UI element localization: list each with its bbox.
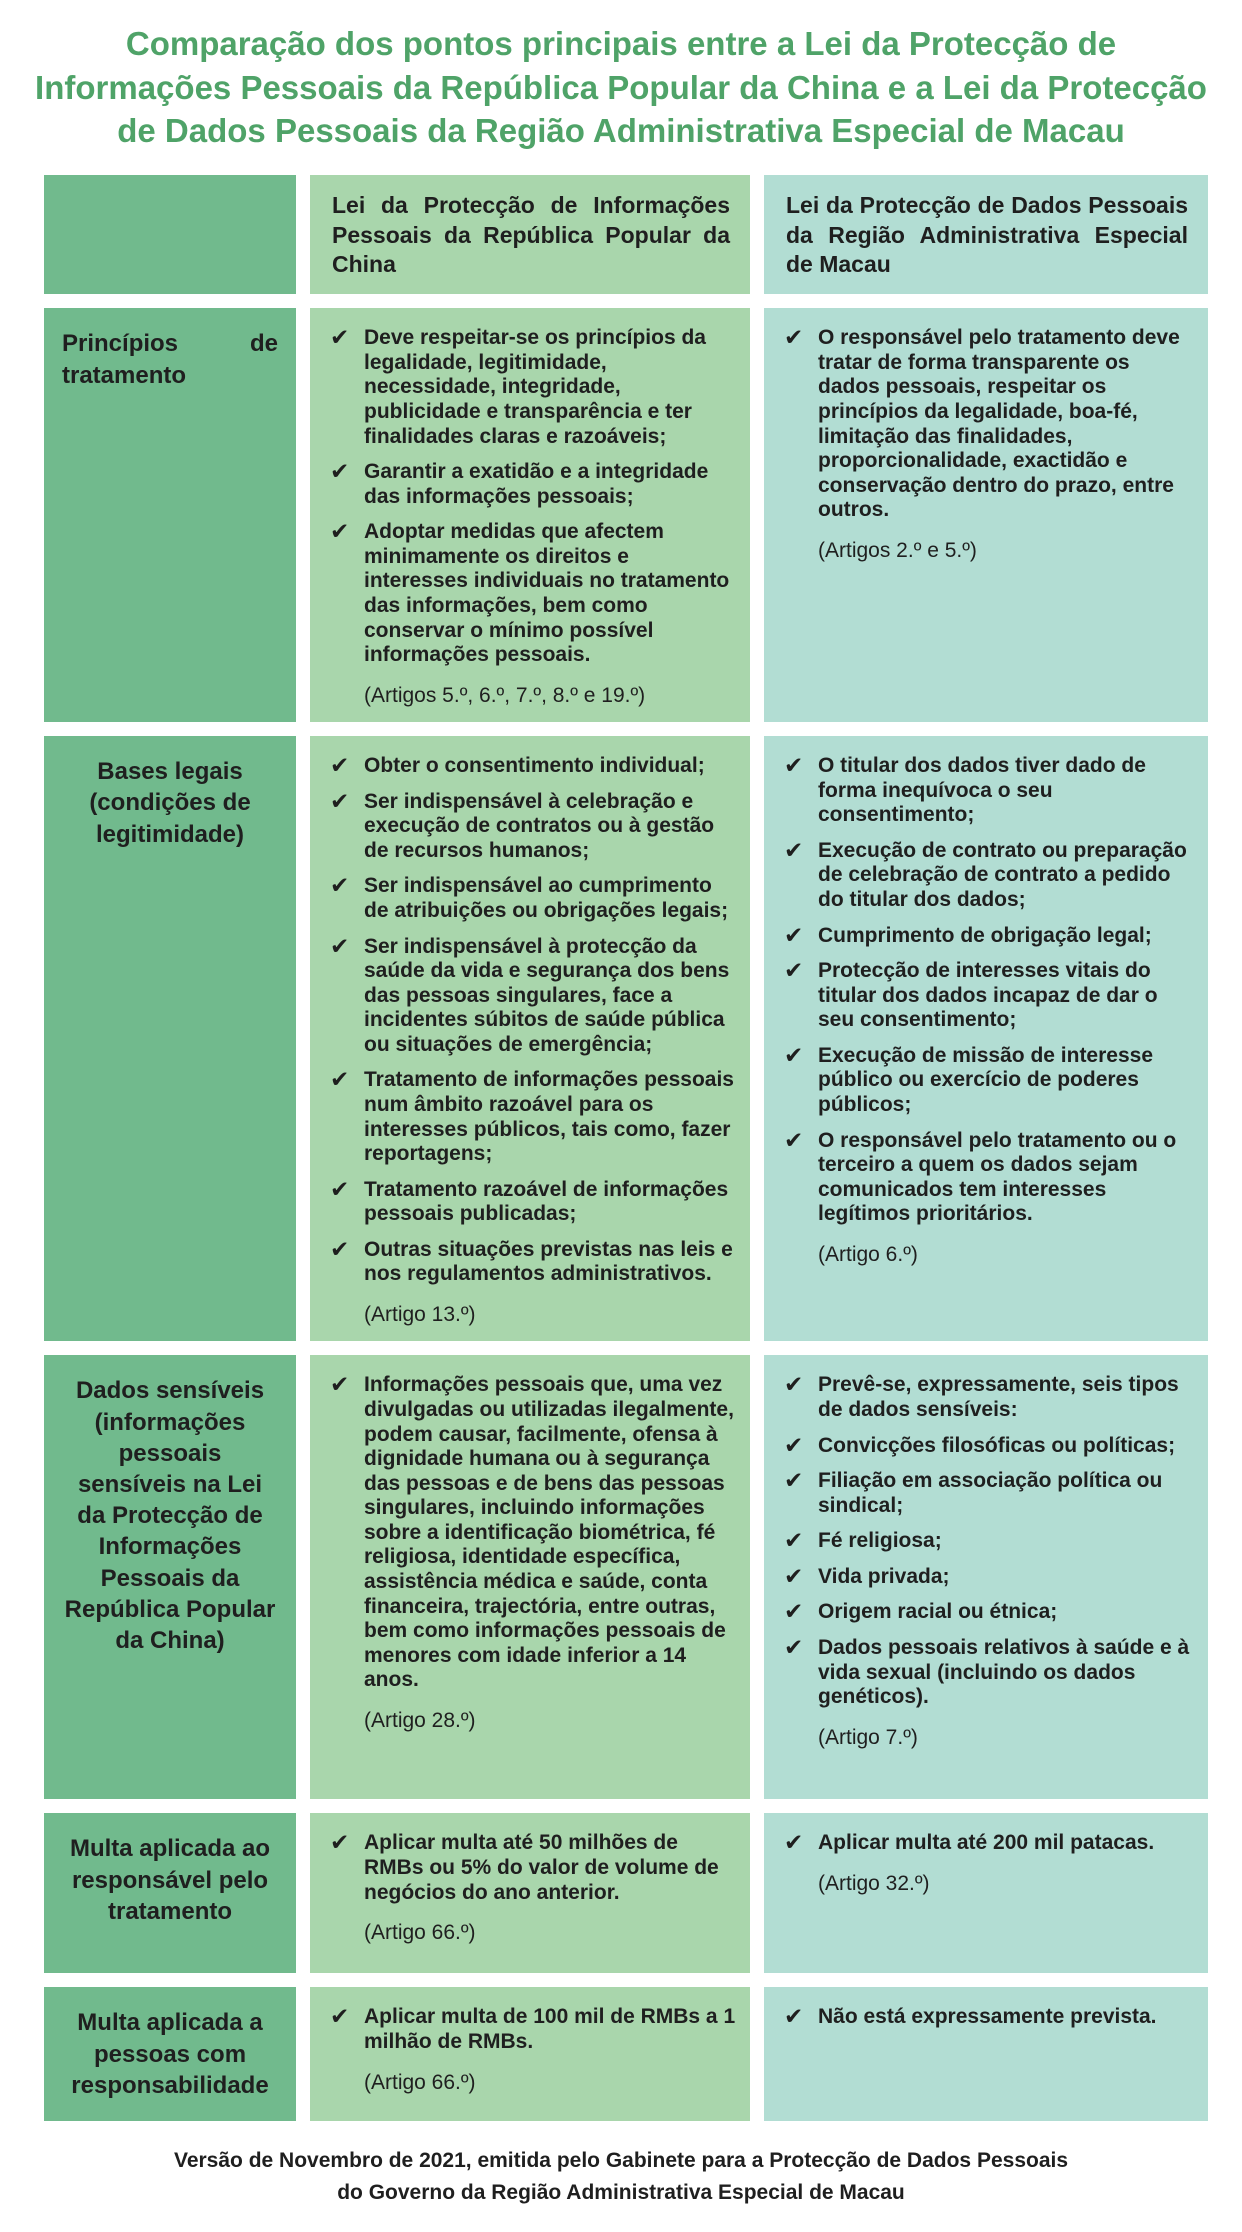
- article-reference: (Artigo 28.º): [364, 1708, 476, 1732]
- list-item-text: Informações pessoais que, uma vez divulgadas ou utilizadas ilegalmente, podem causar, facilmente, ofensa à dignidade humana ou à segurança das pessoas e de bens das pessoas singulares, incluindo informações sobre a identificação biométrica, fé religiosa, identidade específica, assistência médica e saúde, conta financeira, trajectória, entre outras, bem como informações pessoais de menores com idade inferior a 14 anos.: [364, 1373, 734, 1692]
- macau-law-cell: [764, 1813, 1208, 1973]
- article-reference: (Artigos 2.º e 5.º): [818, 538, 977, 562]
- list-item: [330, 787, 736, 864]
- checkmark-icon: ✔: [784, 1371, 804, 1398]
- list-item-text: Tratamento razoável de informações pessoais publicadas;: [364, 1177, 729, 1226]
- list-item-text: O responsável pelo tratamento ou o terceiro a quem os dados sejam comunicados tem interesses legítimos prioritários.: [818, 1128, 1177, 1226]
- row-label: Multa aplicada ao responsável pelo tratamento: [44, 1813, 296, 1973]
- macau-law-cell: [764, 1987, 1208, 2121]
- china-law-cell: [310, 1813, 750, 1973]
- list-item-text: Não está expressamente prevista.: [818, 2005, 1157, 2029]
- footer-line-1: Versão de Novembro de 2021, emitida pelo Gabinete para a Protecção de Dados Pessoais: [173, 2149, 1069, 2173]
- checkmark-icon: ✔: [330, 872, 350, 899]
- list-item: [330, 1175, 736, 1227]
- checkmark-icon: ✔: [784, 2003, 804, 2030]
- list-item: [330, 932, 736, 1058]
- corner-cell: [44, 175, 296, 295]
- china-law-cell: [310, 308, 750, 722]
- checkmark-icon: ✔: [784, 324, 804, 351]
- checkmark-icon: ✔: [784, 1431, 804, 1458]
- macau-law-cell: [764, 1355, 1208, 1799]
- checkmark-icon: ✔: [330, 458, 350, 485]
- checkmark-icon: ✔: [330, 1829, 350, 1856]
- checkmark-icon: ✔: [784, 1829, 804, 1856]
- list-item-text: Convicções filosóficas ou políticas;: [818, 1433, 1176, 1457]
- list-item: [784, 1562, 1194, 1590]
- list-item-text: Filiação em associação política ou sindical;: [818, 1469, 1163, 1517]
- checkmark-icon: ✔: [330, 1066, 350, 1093]
- list-item-text: Ser indispensável à celebração e execução de contratos ou à gestão de recursos humanos;: [364, 789, 715, 862]
- checkmark-icon: ✔: [330, 932, 350, 959]
- list-item-text: Adoptar medidas que afectem minimamente os direitos e interesses individuais no tratamento das informações, bem como conservar o mínimo possível informações pessoais.: [364, 520, 730, 667]
- list-item-text: Aplicar multa até 200 mil patacas.: [818, 1831, 1155, 1855]
- list-item: [330, 1068, 736, 1166]
- list-item: [784, 1633, 1194, 1710]
- macau-law-cell: [764, 308, 1208, 722]
- list-item-text: Ser indispensável à protecção da saúde da vida e segurança dos bens das pessoas singulares, face a incidentes súbitos de saúde pública ou situações de emergência;: [364, 934, 730, 1056]
- article-reference: (Artigos 5.º, 6.º, 7.º, 8.º e 19.º): [364, 683, 646, 707]
- list-item-text: O responsável pelo tratamento deve tratar de forma transparente os dados pessoais, respeitar os princípios da legalidade, boa-fé, limitação das finalidades, proporcionalidade, exactidão e conservação dentro do prazo, entre outros.: [818, 326, 1180, 522]
- checkmark-icon: ✔: [330, 2003, 350, 2030]
- checkmark-icon: ✔: [784, 1633, 804, 1660]
- article-reference: (Artigo 66.º): [364, 1921, 476, 1945]
- table-header-row: [44, 175, 1208, 295]
- list-item: [784, 959, 1194, 1033]
- list-item-text: Obter o consentimento individual;: [364, 754, 705, 778]
- list-item: [784, 1041, 1194, 1118]
- macau-law-cell: [764, 736, 1208, 1341]
- table-row: [44, 1355, 1208, 1799]
- list-item: [784, 1469, 1194, 1518]
- checkmark-icon: ✔: [784, 1467, 804, 1494]
- list-item: [330, 2005, 736, 2054]
- list-item: [784, 1126, 1194, 1227]
- footer-line-2: do Governo da Região Administrativa Especial de Macau: [337, 2180, 905, 2204]
- list-item-text: Aplicar multa de 100 mil de RMBs a 1 milhão de RMBs.: [364, 2005, 736, 2053]
- list-item: [784, 1600, 1194, 1625]
- checkmark-icon: ✔: [330, 324, 350, 351]
- checkmark-icon: ✔: [330, 1371, 350, 1398]
- checkmark-icon: ✔: [784, 921, 804, 948]
- list-item: [784, 1831, 1194, 1856]
- article-reference: (Artigo 66.º): [364, 2070, 476, 2094]
- list-item-text: Garantir a exatidão e a integridade das informações pessoais;: [364, 460, 709, 508]
- article-reference: (Artigo 6.º): [818, 1242, 918, 1266]
- checkmark-icon: ✔: [784, 1598, 804, 1625]
- list-item: [330, 754, 736, 779]
- list-item: [784, 921, 1194, 949]
- table-row: [44, 1813, 1208, 1973]
- row-label: Dados sensíveis (informações pessoais sensíveis na Lei da Protecção de Informações Pessoais da República Popular da China): [44, 1355, 296, 1799]
- list-item-text: Fé religiosa;: [818, 1529, 942, 1553]
- list-item: [330, 874, 736, 923]
- list-item: [330, 520, 736, 667]
- table-body: [44, 308, 1208, 2121]
- list-item-text: Deve respeitar-se os princípios da legalidade, legitimidade, necessidade, integridade, publicidade e transparência e ter finalidades claras e razoáveis;: [364, 326, 706, 448]
- list-item: [784, 1431, 1194, 1459]
- article-reference: (Artigo 7.º): [818, 1725, 918, 1749]
- checkmark-icon: ✔: [784, 957, 804, 984]
- list-item: [784, 1529, 1194, 1554]
- table-row: [44, 1987, 1208, 2121]
- checkmark-icon: ✔: [330, 752, 350, 779]
- list-item: [784, 1373, 1194, 1422]
- checkmark-icon: ✔: [784, 1562, 804, 1589]
- list-item: [784, 754, 1194, 828]
- list-item-text: Execução de missão de interesse público ou exercício de poderes públicos;: [818, 1043, 1154, 1116]
- checkmark-icon: ✔: [330, 518, 350, 545]
- table-row: [44, 308, 1208, 722]
- footer-note: [0, 2145, 1242, 2208]
- infographic-page: [0, 22, 1242, 2232]
- list-item: [784, 836, 1194, 913]
- comparison-table: [44, 175, 1208, 2122]
- row-label: Princípios de tratamento: [44, 308, 296, 722]
- page-title: Comparação dos pontos principais entre a Lei da Protecção de Informações Pessoais da República Popular da China e a Lei da Protecção de Dados Pessoais da Região Administrativa Especial de Macau: [35, 25, 1207, 150]
- list-item-text: Tratamento de informações pessoais num âmbito razoável para os interesses públicos, tais como, fazer reportagens;: [364, 1068, 734, 1166]
- list-item: [330, 1373, 736, 1692]
- list-item-text: Origem racial ou étnica;: [818, 1600, 1058, 1624]
- column-header-china-law: Lei da Protecção de Informações Pessoais da República Popular da China: [310, 175, 750, 295]
- table-row: [44, 736, 1208, 1341]
- list-item-text: Aplicar multa até 50 milhões de RMBs ou 5% do valor de volume de negócios do ano anterior.: [364, 1831, 719, 1904]
- checkmark-icon: ✔: [784, 1126, 804, 1153]
- list-item: [330, 460, 736, 509]
- list-item-text: O titular dos dados tiver dado de forma inequívoca o seu consentimento;: [818, 754, 1146, 827]
- checkmark-icon: ✔: [784, 1527, 804, 1554]
- article-reference: (Artigo 13.º): [364, 1302, 476, 1326]
- china-law-cell: [310, 1987, 750, 2121]
- article-reference: (Artigo 32.º): [818, 1872, 930, 1895]
- list-item: [330, 1831, 736, 1905]
- list-item-text: Outras situações previstas nas leis e nos regulamentos administrativos.: [364, 1237, 733, 1286]
- row-label: Multa aplicada a pessoas com responsabilidade: [44, 1987, 296, 2121]
- list-item: [330, 1235, 736, 1287]
- china-law-cell: [310, 1355, 750, 1799]
- list-item-text: Cumprimento de obrigação legal;: [818, 923, 1152, 947]
- checkmark-icon: ✔: [784, 1041, 804, 1068]
- list-item-text: Vida privada;: [818, 1564, 950, 1588]
- list-item: [784, 326, 1194, 523]
- list-item: [784, 2005, 1194, 2030]
- list-item-text: Protecção de interesses vitais do titular dos dados incapaz de dar o seu consentimento;: [818, 959, 1158, 1032]
- list-item-text: Execução de contrato ou preparação de celebração de contrato a pedido do titular dos dados;: [818, 838, 1187, 911]
- checkmark-icon: ✔: [330, 1235, 350, 1262]
- column-header-macau-law: Lei da Protecção de Dados Pessoais da Região Administrativa Especial de Macau: [764, 175, 1208, 295]
- checkmark-icon: ✔: [330, 1175, 350, 1202]
- checkmark-icon: ✔: [784, 752, 804, 779]
- china-law-cell: [310, 736, 750, 1341]
- list-item: [330, 326, 736, 449]
- list-item-text: Dados pessoais relativos à saúde e à vida sexual (incluindo os dados genéticos).: [818, 1635, 1190, 1709]
- list-item-text: Prevê-se, expressamente, seis tipos de dados sensíveis:: [818, 1373, 1179, 1421]
- checkmark-icon: ✔: [330, 787, 350, 814]
- row-label: Bases legais (condições de legitimidade): [44, 736, 296, 1341]
- list-item-text: Ser indispensável ao cumprimento de atribuições ou obrigações legais;: [364, 874, 729, 922]
- checkmark-icon: ✔: [784, 836, 804, 863]
